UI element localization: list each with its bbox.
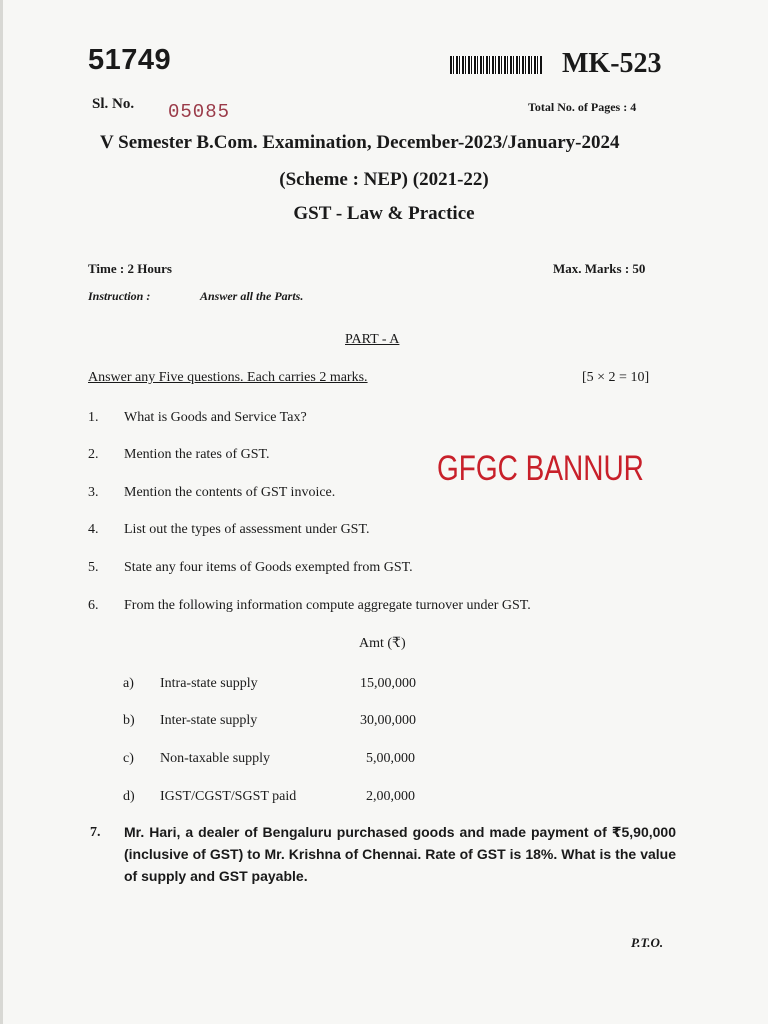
watermark-stamp: GFGC BANNUR [437,449,644,488]
question-text: From the following information compute aggregate turnover under GST. [124,598,531,613]
item-letter: c) [123,751,134,766]
question-text: List out the types of assessment under GST. [124,522,370,537]
serial-number-value: 05085 [168,101,231,123]
question-number: 2. [88,447,99,462]
item-label: IGST/CGST/SGST paid [160,789,297,804]
item-amount: 5,00,000 [366,751,415,766]
barcode-icon [450,56,542,74]
question-text: Mr. Hari, a dealer of Bengaluru purchased goods and made payment of ₹5,90,000 (inclusive of GST) to Mr. Krishna of Chennai. Rate of GST is 18%. What is the value of supply and GST payable. [124,824,676,884]
item-letter: b) [123,713,135,728]
question-number: 3. [88,485,99,500]
total-pages: Total No. of Pages : 4 [528,100,637,114]
amount-column-header: Amt (₹) [359,636,406,651]
question-number: 6. [88,598,99,613]
section-marks: [5 × 2 = 10] [582,370,650,385]
left-page-edge [0,0,3,1024]
please-turn-over: P.T.O. [631,935,664,950]
subject-code: MK-523 [562,48,662,79]
item-label: Non-taxable supply [160,751,271,766]
instruction-label: Instruction : [88,289,151,303]
section-instruction: Answer any Five questions. Each carries 2 marks. [88,370,368,385]
item-label: Intra-state supply [160,676,258,691]
item-letter: a) [123,676,134,691]
question-text: What is Goods and Service Tax? [124,410,307,425]
question-number: 1. [88,410,99,425]
question-number: 4. [88,522,99,537]
serial-number-label: Sl. No. [92,96,135,112]
item-letter: d) [123,789,135,804]
instruction-text: Answer all the Parts. [200,289,304,303]
question-number: 7. [90,825,101,840]
question-text: Mention the contents of GST invoice. [124,485,336,500]
question-text: Mention the rates of GST. [124,447,270,462]
question-text: State any four items of Goods exempted from GST. [124,560,413,575]
exam-scheme: (Scheme : NEP) (2021-22) [279,169,489,190]
paper-code: 51749 [88,44,172,76]
part-heading: PART - A [345,332,400,347]
item-amount: 2,00,000 [366,789,415,804]
item-amount: 15,00,000 [360,676,416,691]
item-amount: 30,00,000 [360,713,416,728]
question-number: 5. [88,560,99,575]
exam-title: V Semester B.Com. Examination, December-2023/January-2024 [100,132,620,153]
max-marks: Max. Marks : 50 [553,261,646,276]
exam-subject: GST - Law & Practice [293,203,475,224]
exam-time: Time : 2 Hours [88,261,172,276]
item-label: Inter-state supply [160,713,258,728]
